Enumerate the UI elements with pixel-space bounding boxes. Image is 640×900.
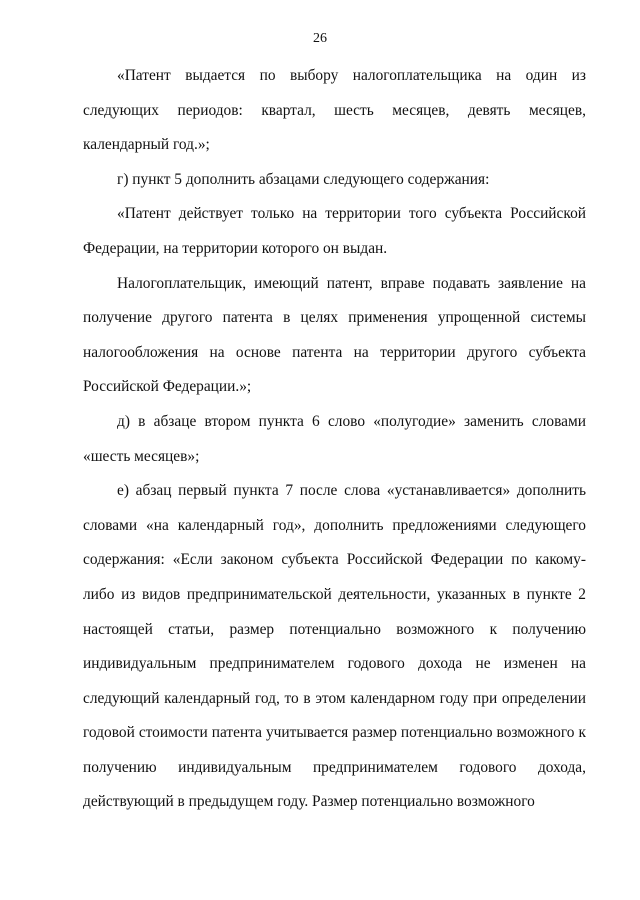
- paragraph-patent-territory: «Патент действует только на территории того субъекта Российской Федерации, на территории которого он выдан.: [83, 205, 586, 257]
- paragraph-item-d: д) в абзаце втором пункта 6 слово «полугодие» заменить словами «шесть месяцев»;: [83, 412, 586, 465]
- paragraph-taxpayer-right: Налогоплательщик, имеющий патент, вправе подавать заявление на получение другого патента в целях применения упрощенной системы налогообложения на основе патента на территории другого субъекта Российской Федерации.»;: [83, 274, 586, 396]
- paragraph-patent-period: «Патент выдается по выбору налогоплательщика на один из следующих периодов: квартал, шесть месяцев, девять месяцев, календарный год.»;: [83, 67, 586, 154]
- page-number: 26: [313, 31, 327, 46]
- document-body: [83, 59, 586, 820]
- paragraph-item-g: г) пункт 5 дополнить абзацами следующего содержания:: [117, 170, 490, 188]
- paragraph-item-e: е) абзац первый пункта 7 после слова «устанавливается» дополнить словами «на календарный год», дополнить предложениями следующего содержания: «Если законом субъекта Российской Федерации по какому-либо из видов предпринимательской деятельности, указанных в пункте 2 настоящей статьи, размер потенциально возможного к получению индивидуальным предпринимателем годового дохода не изменен на следующий календарный год, то в этом календарном году при определении годовой стоимости патента учитывается размер потенциально возможного к получению индивидуальным предпринимателем годового дохода, действующий в предыдущем году. Размер потенциально возможного: [83, 482, 586, 811]
